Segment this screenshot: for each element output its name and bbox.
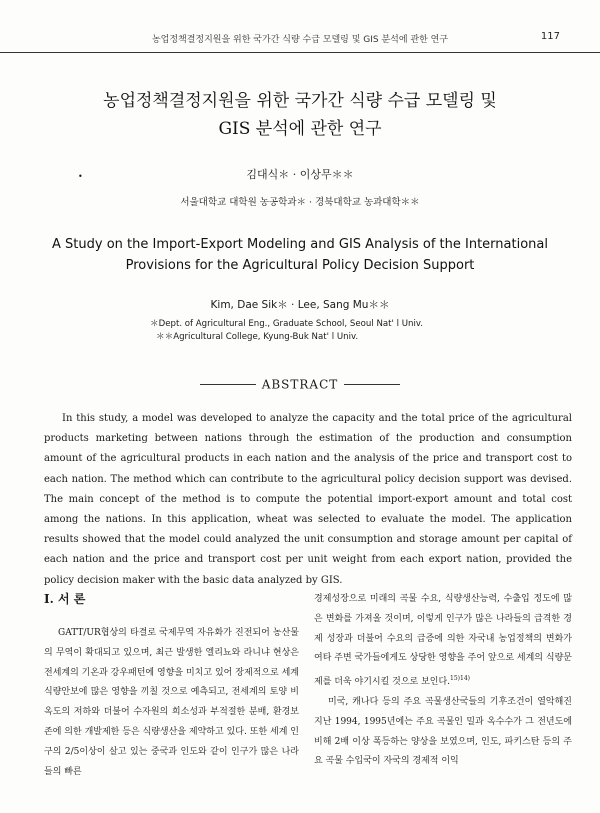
abstract-body xyxy=(44,409,572,591)
decor-dot: • xyxy=(78,172,83,181)
citation-ref: 15)14) xyxy=(450,675,470,683)
affiliation-english xyxy=(150,318,470,344)
paper-title-english xyxy=(0,234,600,276)
affiliation-korean: 서울대학교 대학원 농공학과＊ · 경북대학교 농과대학＊＊ xyxy=(180,197,420,208)
page-number: 117 xyxy=(540,31,560,42)
paper-title-korean-line1: 농업정책결정지원을 위한 국가간 식량 수급 모델링 및 xyxy=(103,91,497,111)
paper-title-korean xyxy=(0,87,600,143)
body-column-left xyxy=(44,590,299,782)
affiliation-english-line2: ＊＊Agricultural College, Kyung-Buk Nat' l Univ. xyxy=(156,332,359,342)
abstract-text: In this study, a model was developed to analyze the capacity and the total price of the agricultural products marketing between nations through the estimation of the production and consumption amount of the agricultural products in each nation and the analysis of the price and transport cost to each nation. The method which can contribute to the agricultural policy decision support was devised. The main concept of the method is to compute the potential import-export amount and total cost among the nations. In this application, wheat was selected to evaluate the model. The application results showed that the model could analyzed the unit consumption and storage amount per capital of each nation and the price and transport cost per unit weight from each export nation, provided the policy decision maker with the basic data analyzed by GIS. xyxy=(44,413,572,586)
authors-korean: 김대식＊ · 이상무＊＊ xyxy=(246,168,354,181)
running-head xyxy=(0,28,600,53)
abstract-rule-left xyxy=(200,384,256,385)
running-head-title: 농업정책결정지원을 위한 국가간 식량 수급 모델링 및 GIS 분석에 관한 연구 xyxy=(151,35,449,45)
intro-paragraph-2-text: 경제성장으로 미래의 곡물 수요, 식량생산능력, 수출입 정도에 많은 변화를 가져올 것이며, 이렇게 인구가 많은 나라들의 급격한 경제 성장과 더불어 수요의 급증에 의한 자국내 농업정책의 변화가 여타 주변 국가들에게도 상당한 영향을 주어 앞으로 세계의 식량문제를 더욱 야기시킬 것으로 보인다. xyxy=(314,594,572,688)
abstract-heading-label: ABSTRACT xyxy=(261,377,339,392)
abstract-rule-right xyxy=(344,384,400,385)
section-heading-introduction: Ⅰ. 서 론 xyxy=(44,592,86,606)
intro-paragraph-3: 미국, 캐나다 등의 주요 곡물생산국들의 기후조건이 열악해진 지난 1994, 1995년에는 주요 곡물인 밀과 옥수수가 그 전년도에 비해 2배 이상 폭등하는 양상을 보였으며, 인도, 파키스탄 등의 주요 곡물 수입국이 자국의 경제적 이익 xyxy=(314,696,572,767)
intro-paragraph-1: GATT/UR협상의 타결로 국제무역 자유화가 진전되어 농산물의 무역이 확대되고 있으며, 최근 발생한 엘리뇨와 라니냐 현상은 전세계의 기온과 강우패턴에 영향을 미치고 있어 장제적으로 세계식량안보에 많은 영향을 끼칠 것으로 예측되고, 전세계의 토양 비옥도의 저하와 더불어 수자원의 희소성과 부적절한 분배, 환경보존에 의한 개발제한 등은 식량생산을 제약하고 있다. 또한 세계 인구의 2/5이상이 살고 있는 중국과 인도와 같이 인구가 많은 나라들의 빠른 xyxy=(44,628,299,777)
body-column-right xyxy=(314,590,572,772)
authors-english: Kim, Dae Sik＊ · Lee, Sang Mu＊＊ xyxy=(210,299,390,311)
paper-title-korean-line2: GIS 분석에 관한 연구 xyxy=(218,119,382,139)
paper-title-english-line2: Provisions for the Agricultural Policy Decision Support xyxy=(125,258,475,273)
affiliation-english-line1: ＊Dept. of Agricultural Eng., Graduate School, Seoul Nat' l Univ. xyxy=(150,319,424,329)
abstract-heading xyxy=(0,374,600,393)
intro-paragraph-2 xyxy=(314,590,572,693)
paper-title-english-line1: A Study on the Import-Export Modeling and GIS Analysis of the International xyxy=(52,237,548,252)
